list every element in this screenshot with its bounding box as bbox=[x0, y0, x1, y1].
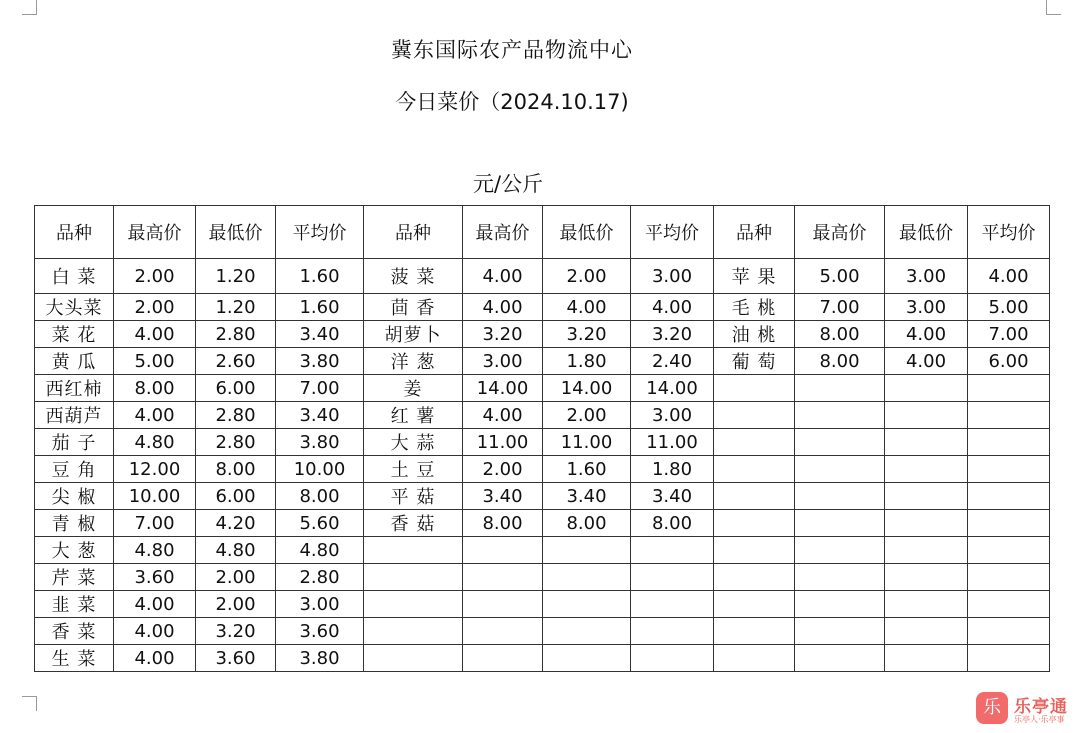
price-cell: 3.20 bbox=[543, 321, 631, 348]
price-cell: 3.80 bbox=[276, 348, 364, 375]
product-name-cell bbox=[714, 456, 795, 483]
column-header: 平均价 bbox=[276, 206, 364, 259]
price-cell: 2.80 bbox=[196, 429, 276, 456]
logo-name: 乐亭通 bbox=[1014, 697, 1068, 717]
price-cell bbox=[795, 402, 885, 429]
price-cell bbox=[795, 483, 885, 510]
product-name-cell bbox=[714, 402, 795, 429]
product-name-cell bbox=[714, 537, 795, 564]
price-cell bbox=[543, 537, 631, 564]
price-cell bbox=[795, 537, 885, 564]
price-cell: 10.00 bbox=[114, 483, 196, 510]
product-name-cell bbox=[714, 429, 795, 456]
price-cell: 1.20 bbox=[196, 259, 276, 294]
product-name-cell bbox=[364, 618, 463, 645]
product-name-cell: 西葫芦 bbox=[35, 402, 114, 429]
price-cell: 8.00 bbox=[795, 321, 885, 348]
price-table bbox=[34, 205, 1050, 672]
product-name-cell: 香 菇 bbox=[364, 510, 463, 537]
price-cell bbox=[543, 591, 631, 618]
column-header: 平均价 bbox=[968, 206, 1050, 259]
price-cell: 7.00 bbox=[968, 321, 1050, 348]
table-row bbox=[35, 429, 1050, 456]
price-cell: 3.40 bbox=[276, 321, 364, 348]
price-cell: 8.00 bbox=[795, 348, 885, 375]
price-cell: 2.00 bbox=[114, 259, 196, 294]
product-name-cell bbox=[714, 483, 795, 510]
price-cell: 3.00 bbox=[276, 591, 364, 618]
price-cell bbox=[795, 645, 885, 672]
product-name-cell: 平 菇 bbox=[364, 483, 463, 510]
price-cell: 6.00 bbox=[196, 483, 276, 510]
price-cell bbox=[631, 618, 714, 645]
price-cell: 3.60 bbox=[114, 564, 196, 591]
product-name-cell: 茴 香 bbox=[364, 294, 463, 321]
column-header: 最高价 bbox=[463, 206, 543, 259]
product-name-cell: 菠 菜 bbox=[364, 259, 463, 294]
table-row bbox=[35, 375, 1050, 402]
price-cell bbox=[631, 564, 714, 591]
price-cell bbox=[463, 591, 543, 618]
product-name-cell bbox=[364, 537, 463, 564]
price-cell: 3.80 bbox=[276, 429, 364, 456]
table-row bbox=[35, 348, 1050, 375]
page-corner-mark bbox=[22, 696, 37, 711]
price-cell: 5.00 bbox=[968, 294, 1050, 321]
price-cell: 14.00 bbox=[463, 375, 543, 402]
document-subtitle: 今日菜价（2024.10.17) bbox=[395, 90, 629, 114]
price-cell bbox=[968, 402, 1050, 429]
price-cell bbox=[968, 483, 1050, 510]
price-cell: 6.00 bbox=[196, 375, 276, 402]
price-cell: 4.00 bbox=[463, 294, 543, 321]
price-cell: 1.80 bbox=[631, 456, 714, 483]
price-cell: 2.00 bbox=[463, 456, 543, 483]
price-cell bbox=[968, 429, 1050, 456]
logo-tagline: 乐亭人·乐亭事 bbox=[1014, 715, 1065, 724]
price-cell: 2.00 bbox=[114, 294, 196, 321]
price-cell bbox=[885, 483, 968, 510]
price-cell: 2.40 bbox=[631, 348, 714, 375]
price-cell bbox=[795, 429, 885, 456]
price-cell: 4.00 bbox=[885, 321, 968, 348]
price-cell bbox=[885, 537, 968, 564]
price-cell: 3.00 bbox=[631, 402, 714, 429]
price-cell bbox=[463, 564, 543, 591]
price-cell: 4.00 bbox=[968, 259, 1050, 294]
price-cell: 1.60 bbox=[276, 294, 364, 321]
price-cell: 8.00 bbox=[114, 375, 196, 402]
price-cell: 11.00 bbox=[543, 429, 631, 456]
table-row bbox=[35, 645, 1050, 672]
column-header: 平均价 bbox=[631, 206, 714, 259]
price-cell: 4.00 bbox=[114, 645, 196, 672]
product-name-cell: 大头菜 bbox=[35, 294, 114, 321]
product-name-cell bbox=[714, 591, 795, 618]
product-name-cell: 大 葱 bbox=[35, 537, 114, 564]
price-cell: 12.00 bbox=[114, 456, 196, 483]
product-name-cell: 豆 角 bbox=[35, 456, 114, 483]
table-header-row bbox=[35, 206, 1050, 259]
table-row bbox=[35, 294, 1050, 321]
product-name-cell: 青 椒 bbox=[35, 510, 114, 537]
product-name-cell: 油 桃 bbox=[714, 321, 795, 348]
price-cell: 4.80 bbox=[276, 537, 364, 564]
price-cell: 3.40 bbox=[276, 402, 364, 429]
price-cell: 8.00 bbox=[463, 510, 543, 537]
price-cell: 4.00 bbox=[885, 348, 968, 375]
price-cell bbox=[885, 375, 968, 402]
price-cell bbox=[543, 564, 631, 591]
price-cell bbox=[968, 564, 1050, 591]
price-cell: 1.60 bbox=[543, 456, 631, 483]
product-name-cell: 红 薯 bbox=[364, 402, 463, 429]
price-cell: 4.00 bbox=[543, 294, 631, 321]
column-header: 最高价 bbox=[795, 206, 885, 259]
price-cell: 4.00 bbox=[114, 591, 196, 618]
price-cell: 4.00 bbox=[114, 321, 196, 348]
price-cell: 5.00 bbox=[795, 259, 885, 294]
price-cell: 4.00 bbox=[463, 402, 543, 429]
product-name-cell: 姜 bbox=[364, 375, 463, 402]
table-row bbox=[35, 510, 1050, 537]
price-cell bbox=[968, 591, 1050, 618]
product-name-cell bbox=[714, 375, 795, 402]
table-row bbox=[35, 483, 1050, 510]
price-cell: 3.00 bbox=[885, 259, 968, 294]
price-cell bbox=[795, 618, 885, 645]
price-cell bbox=[463, 618, 543, 645]
price-cell: 4.00 bbox=[114, 618, 196, 645]
price-cell: 2.80 bbox=[196, 321, 276, 348]
product-name-cell: 西红柿 bbox=[35, 375, 114, 402]
price-cell bbox=[968, 645, 1050, 672]
product-name-cell: 生 菜 bbox=[35, 645, 114, 672]
price-cell: 4.80 bbox=[114, 537, 196, 564]
price-cell bbox=[795, 591, 885, 618]
product-name-cell bbox=[714, 510, 795, 537]
page-corner-mark bbox=[1046, 0, 1061, 15]
price-cell: 10.00 bbox=[276, 456, 364, 483]
price-cell: 2.00 bbox=[543, 402, 631, 429]
product-name-cell: 胡萝卜 bbox=[364, 321, 463, 348]
price-cell bbox=[543, 618, 631, 645]
price-cell bbox=[631, 591, 714, 618]
price-cell: 4.20 bbox=[196, 510, 276, 537]
table-row bbox=[35, 591, 1050, 618]
product-name-cell bbox=[714, 564, 795, 591]
product-name-cell: 土 豆 bbox=[364, 456, 463, 483]
price-cell: 2.60 bbox=[196, 348, 276, 375]
price-cell bbox=[885, 402, 968, 429]
product-name-cell: 葡 萄 bbox=[714, 348, 795, 375]
price-cell bbox=[631, 645, 714, 672]
price-cell: 2.80 bbox=[196, 402, 276, 429]
price-cell: 3.00 bbox=[885, 294, 968, 321]
price-cell: 4.00 bbox=[114, 402, 196, 429]
table-row bbox=[35, 564, 1050, 591]
price-cell bbox=[885, 429, 968, 456]
price-cell bbox=[885, 564, 968, 591]
column-header: 品种 bbox=[35, 206, 114, 259]
price-cell bbox=[795, 375, 885, 402]
product-name-cell: 洋 葱 bbox=[364, 348, 463, 375]
price-cell: 14.00 bbox=[631, 375, 714, 402]
logo-icon: 乐 bbox=[976, 692, 1008, 724]
product-name-cell: 芹 菜 bbox=[35, 564, 114, 591]
price-cell bbox=[885, 456, 968, 483]
price-cell: 8.00 bbox=[196, 456, 276, 483]
column-header: 最低价 bbox=[196, 206, 276, 259]
product-name-cell bbox=[364, 564, 463, 591]
product-name-cell: 茄 子 bbox=[35, 429, 114, 456]
page-corner-mark bbox=[22, 0, 37, 15]
price-cell bbox=[968, 375, 1050, 402]
table-row bbox=[35, 456, 1050, 483]
product-name-cell bbox=[714, 618, 795, 645]
product-name-cell: 菜 花 bbox=[35, 321, 114, 348]
table-row bbox=[35, 321, 1050, 348]
price-cell bbox=[795, 564, 885, 591]
price-cell: 3.20 bbox=[463, 321, 543, 348]
price-cell: 3.20 bbox=[196, 618, 276, 645]
product-name-cell: 韭 菜 bbox=[35, 591, 114, 618]
product-name-cell: 苹 果 bbox=[714, 259, 795, 294]
price-cell: 2.00 bbox=[196, 591, 276, 618]
price-cell: 8.00 bbox=[631, 510, 714, 537]
price-cell: 3.60 bbox=[276, 618, 364, 645]
product-name-cell: 尖 椒 bbox=[35, 483, 114, 510]
watermark-logo bbox=[976, 690, 1076, 726]
price-cell: 3.60 bbox=[196, 645, 276, 672]
price-cell bbox=[968, 510, 1050, 537]
table-row bbox=[35, 259, 1050, 294]
price-cell: 3.40 bbox=[631, 483, 714, 510]
price-cell bbox=[968, 537, 1050, 564]
product-name-cell bbox=[364, 645, 463, 672]
price-cell: 5.00 bbox=[114, 348, 196, 375]
price-cell bbox=[968, 456, 1050, 483]
product-name-cell: 香 菜 bbox=[35, 618, 114, 645]
price-cell: 7.00 bbox=[795, 294, 885, 321]
table-row bbox=[35, 537, 1050, 564]
price-cell bbox=[543, 645, 631, 672]
price-cell: 1.20 bbox=[196, 294, 276, 321]
price-cell: 2.80 bbox=[276, 564, 364, 591]
price-cell: 4.80 bbox=[196, 537, 276, 564]
price-cell bbox=[631, 537, 714, 564]
price-cell bbox=[795, 510, 885, 537]
price-cell bbox=[885, 618, 968, 645]
price-cell: 3.40 bbox=[463, 483, 543, 510]
price-cell bbox=[885, 510, 968, 537]
column-header: 品种 bbox=[714, 206, 795, 259]
price-cell bbox=[463, 537, 543, 564]
price-cell: 8.00 bbox=[543, 510, 631, 537]
price-cell: 1.80 bbox=[543, 348, 631, 375]
price-cell: 4.80 bbox=[114, 429, 196, 456]
price-cell: 7.00 bbox=[114, 510, 196, 537]
price-cell: 5.60 bbox=[276, 510, 364, 537]
price-cell: 3.80 bbox=[276, 645, 364, 672]
price-cell: 3.00 bbox=[463, 348, 543, 375]
column-header: 最高价 bbox=[114, 206, 196, 259]
price-cell bbox=[463, 645, 543, 672]
price-cell: 6.00 bbox=[968, 348, 1050, 375]
price-cell: 4.00 bbox=[463, 259, 543, 294]
price-cell: 3.20 bbox=[631, 321, 714, 348]
price-cell bbox=[795, 456, 885, 483]
price-cell: 2.00 bbox=[196, 564, 276, 591]
product-name-cell: 白 菜 bbox=[35, 259, 114, 294]
table-row bbox=[35, 402, 1050, 429]
document-title: 冀东国际农产品物流中心 bbox=[391, 38, 633, 62]
product-name-cell bbox=[364, 591, 463, 618]
price-cell: 4.00 bbox=[631, 294, 714, 321]
price-cell bbox=[885, 591, 968, 618]
price-cell: 2.00 bbox=[543, 259, 631, 294]
price-cell: 3.00 bbox=[631, 259, 714, 294]
price-cell bbox=[885, 645, 968, 672]
price-cell: 7.00 bbox=[276, 375, 364, 402]
product-name-cell: 大 蒜 bbox=[364, 429, 463, 456]
column-header: 最低价 bbox=[885, 206, 968, 259]
price-cell: 11.00 bbox=[463, 429, 543, 456]
price-cell: 11.00 bbox=[631, 429, 714, 456]
price-cell: 14.00 bbox=[543, 375, 631, 402]
price-unit: 元/公斤 bbox=[472, 172, 544, 196]
price-cell bbox=[968, 618, 1050, 645]
price-cell: 8.00 bbox=[276, 483, 364, 510]
table-row bbox=[35, 618, 1050, 645]
column-header: 品种 bbox=[364, 206, 463, 259]
product-name-cell: 毛 桃 bbox=[714, 294, 795, 321]
price-cell: 3.40 bbox=[543, 483, 631, 510]
column-header: 最低价 bbox=[543, 206, 631, 259]
table-body bbox=[35, 259, 1050, 672]
price-cell: 1.60 bbox=[276, 259, 364, 294]
product-name-cell bbox=[714, 645, 795, 672]
product-name-cell: 黄 瓜 bbox=[35, 348, 114, 375]
